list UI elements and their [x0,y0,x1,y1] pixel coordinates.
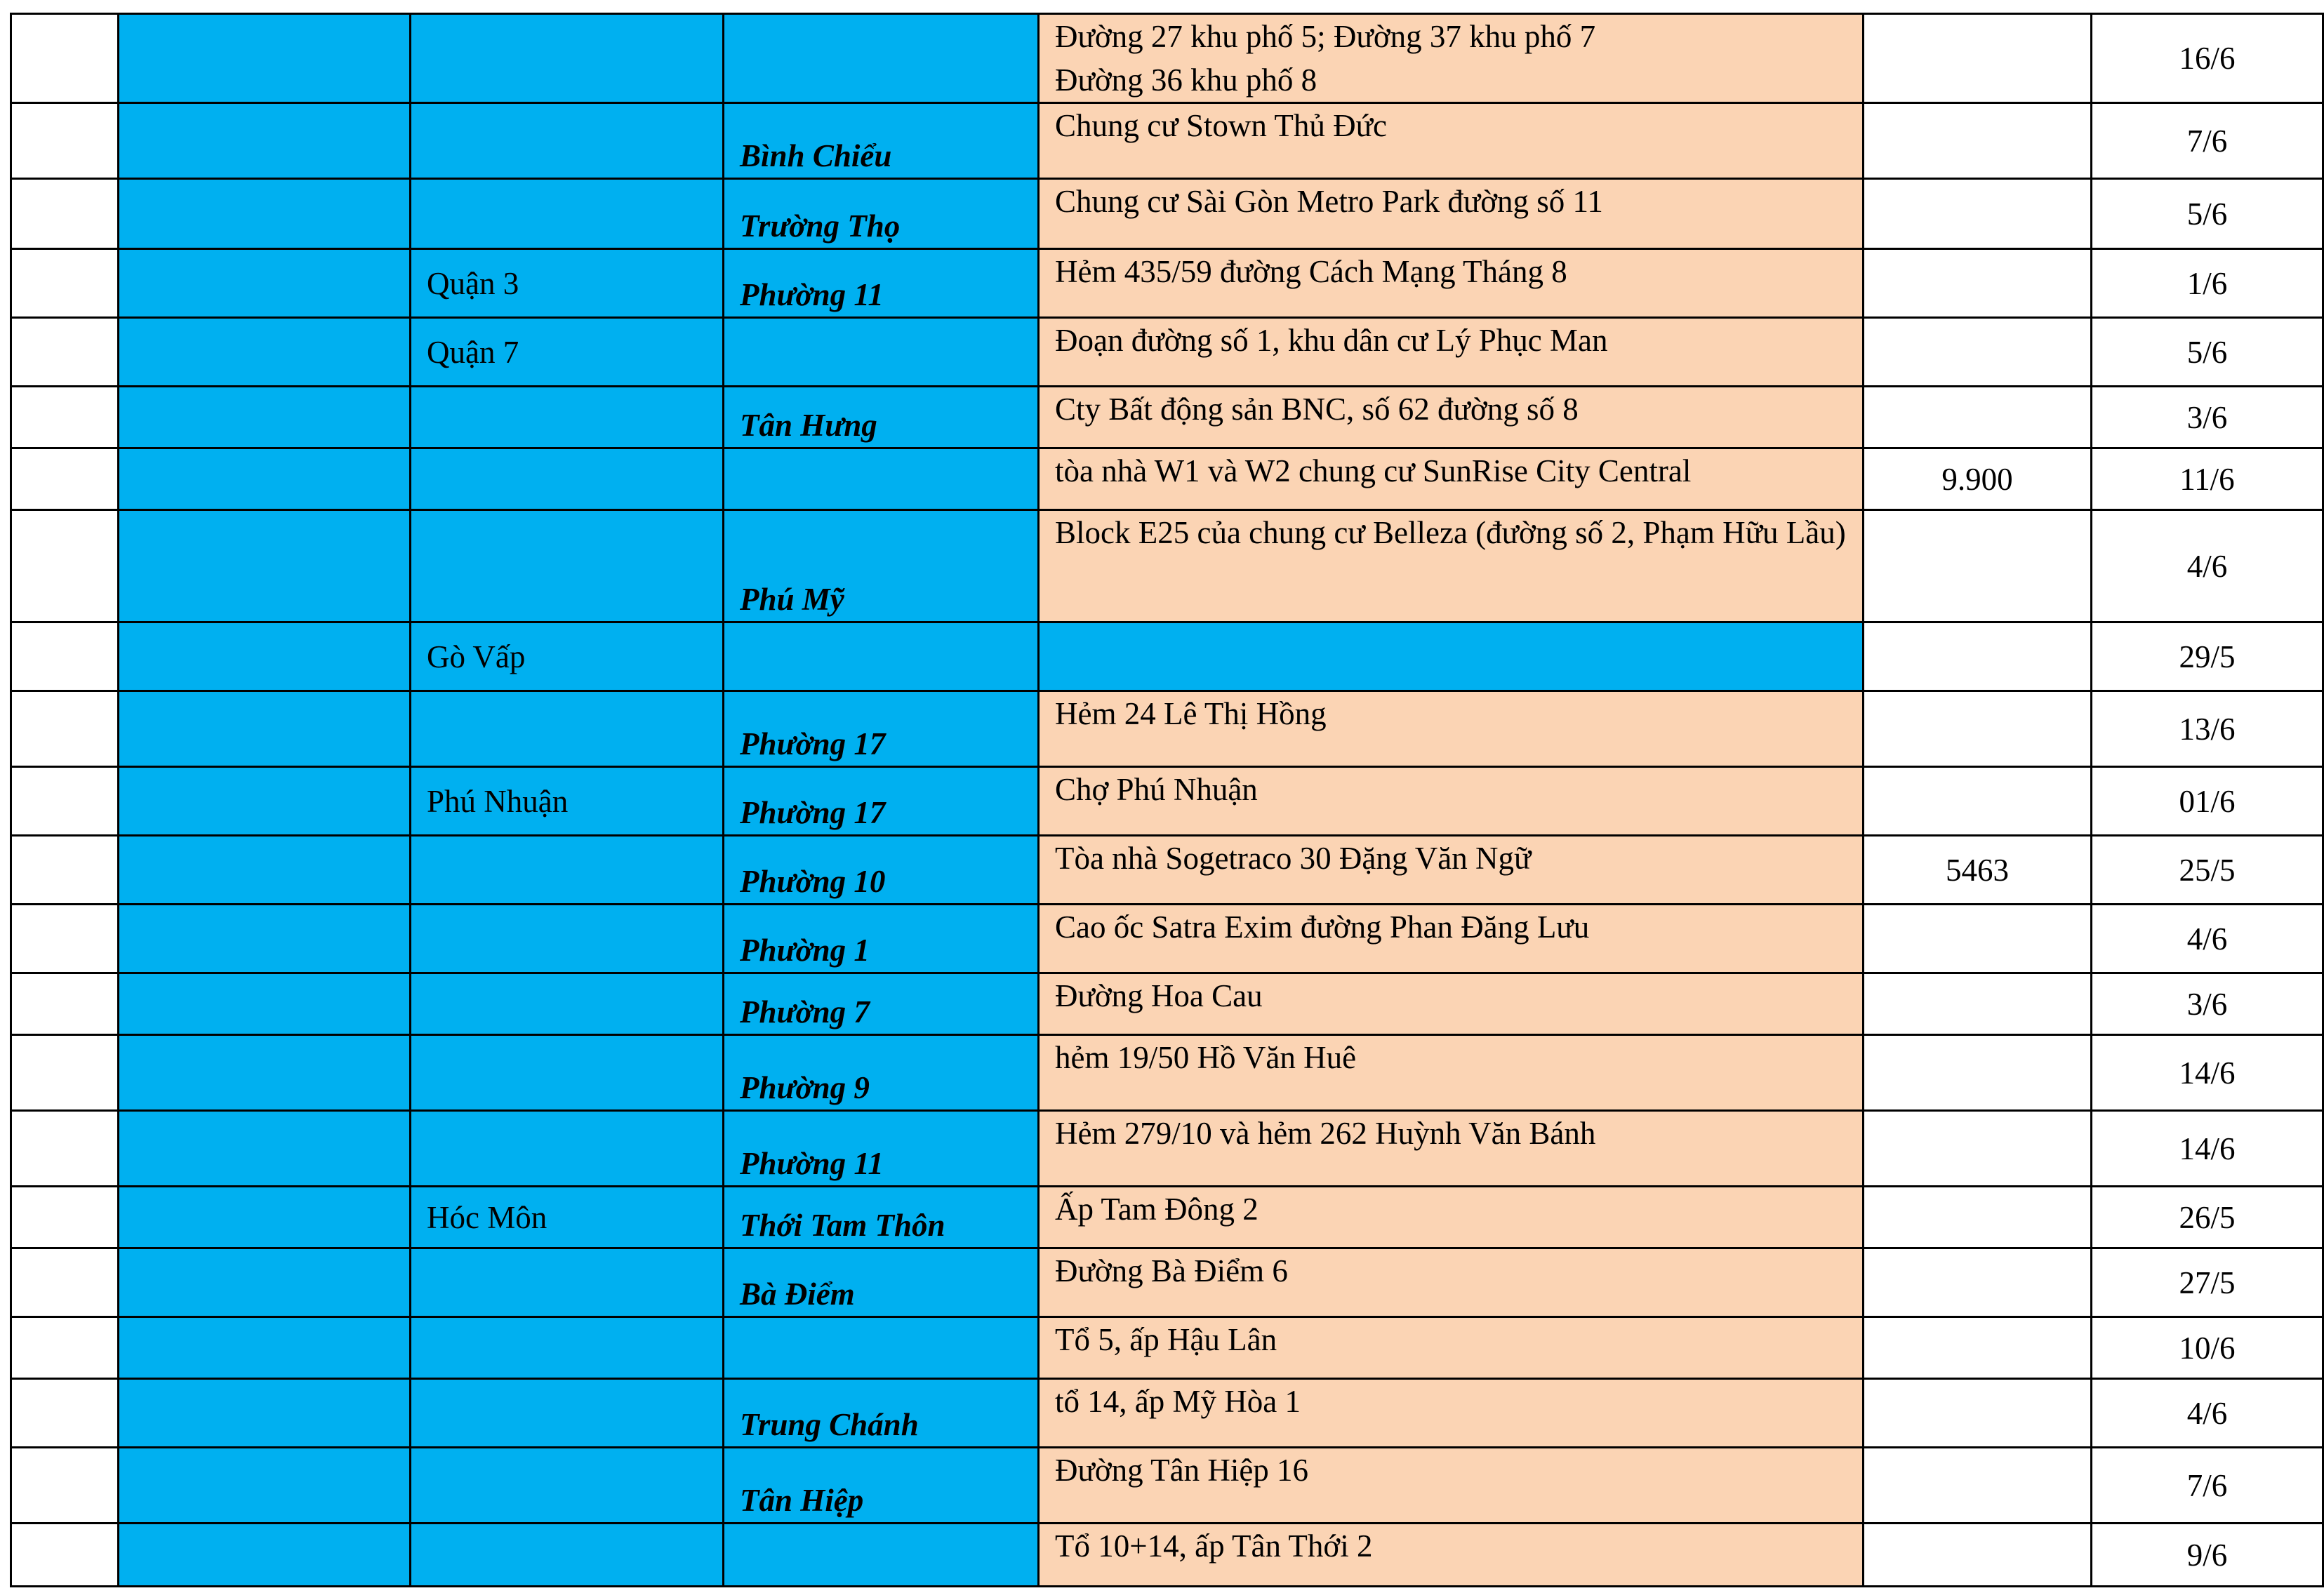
index-cell [11,1035,119,1111]
table-row [11,249,2323,318]
case-count-cell [1864,318,2092,387]
date-cell: 01/6 [2092,767,2323,836]
date-cell: 13/6 [2092,691,2323,767]
district-cell [411,1317,724,1379]
ward-cell: Tân Hưng [724,387,1039,448]
case-count-cell [1864,1317,2092,1379]
district-cell [411,103,724,179]
group-cell [119,767,411,836]
table-row [11,1317,2323,1379]
district-cell [411,387,724,448]
group-cell [119,1111,411,1187]
ward-cell [724,622,1039,691]
location-cell: Tổ 5, ấp Hậu Lân [1039,1317,1864,1379]
table-row [11,510,2323,622]
group-cell [119,1248,411,1317]
group-cell [119,387,411,448]
index-cell [11,103,119,179]
district-cell [411,973,724,1035]
date-cell: 3/6 [2092,973,2323,1035]
date-cell: 14/6 [2092,1111,2323,1187]
group-cell [119,836,411,905]
ward-cell: Phường 11 [724,1111,1039,1187]
ward-cell: Phường 9 [724,1035,1039,1111]
table-row [11,1248,2323,1317]
date-cell: 9/6 [2092,1524,2323,1587]
index-cell [11,387,119,448]
case-count-cell [1864,1035,2092,1111]
district-cell [411,1035,724,1111]
location-cell: Đường Tân Hiệp 16 [1039,1448,1864,1524]
location-cell: Đường 27 khu phố 5; Đường 37 khu phố 7 Đường 36 khu phố 8 [1039,14,1864,103]
ward-cell: Trường Thọ [724,179,1039,249]
district-cell: Quận 7 [411,318,724,387]
location-cell: Ấp Tam Đông 2 [1039,1187,1864,1248]
district-cell [411,448,724,510]
group-cell [119,448,411,510]
date-cell: 7/6 [2092,1448,2323,1524]
date-cell: 25/5 [2092,836,2323,905]
group-cell [119,179,411,249]
table-row [11,1379,2323,1448]
group-cell [119,1187,411,1248]
index-cell [11,448,119,510]
group-cell [119,1035,411,1111]
ward-cell: Phường 7 [724,973,1039,1035]
ward-cell: Phú Mỹ [724,510,1039,622]
location-cell: Hẻm 435/59 đường Cách Mạng Tháng 8 [1039,249,1864,318]
group-cell [119,318,411,387]
ward-cell: Phường 17 [724,767,1039,836]
district-cell [411,510,724,622]
group-cell [119,1317,411,1379]
table-row [11,387,2323,448]
table-row [11,691,2323,767]
table-row [11,1111,2323,1187]
group-cell [119,622,411,691]
date-cell: 10/6 [2092,1317,2323,1379]
index-cell [11,1524,119,1587]
case-count-cell [1864,1111,2092,1187]
ward-cell [724,14,1039,103]
case-count-cell [1864,1448,2092,1524]
case-count-cell [1864,510,2092,622]
case-count-cell [1864,249,2092,318]
index-cell [11,1448,119,1524]
case-count-cell [1864,1187,2092,1248]
location-cell: hẻm 19/50 Hồ Văn Huê [1039,1035,1864,1111]
ward-cell [724,318,1039,387]
index-cell [11,691,119,767]
case-count-cell [1864,1379,2092,1448]
district-cell: Quận 3 [411,249,724,318]
index-cell [11,767,119,836]
ward-cell [724,448,1039,510]
group-cell [119,905,411,973]
group-cell [119,1524,411,1587]
case-count-cell [1864,905,2092,973]
location-cell: tòa nhà W1 và W2 chung cư SunRise City Central [1039,448,1864,510]
district-cell [411,1448,724,1524]
date-cell: 7/6 [2092,103,2323,179]
district-cell [411,1524,724,1587]
location-cell: Đường Hoa Cau [1039,973,1864,1035]
table-row [11,14,2323,103]
case-count-cell [1864,179,2092,249]
location-cell: Đoạn đường số 1, khu dân cư Lý Phục Man [1039,318,1864,387]
table-row [11,1187,2323,1248]
table-row [11,1524,2323,1587]
table-row [11,767,2323,836]
date-cell: 5/6 [2092,318,2323,387]
date-cell: 4/6 [2092,510,2323,622]
date-cell: 14/6 [2092,1035,2323,1111]
table-row [11,905,2323,973]
location-cell: Tổ 10+14, ấp Tân Thới 2 [1039,1524,1864,1587]
ward-cell: Phường 11 [724,249,1039,318]
location-cell: Tòa nhà Sogetraco 30 Đặng Văn Ngữ [1039,836,1864,905]
table-row [11,1448,2323,1524]
case-count-cell [1864,973,2092,1035]
table-row [11,179,2323,249]
location-cell: Chợ Phú Nhuận [1039,767,1864,836]
table-row [11,836,2323,905]
table-row [11,973,2323,1035]
district-cell: Gò Vấp [411,622,724,691]
district-cell [411,1248,724,1317]
district-cell [411,1111,724,1187]
location-cell [1039,622,1864,691]
group-cell [119,249,411,318]
ward-cell: Thới Tam Thôn [724,1187,1039,1248]
index-cell [11,1248,119,1317]
group-cell [119,691,411,767]
date-cell: 11/6 [2092,448,2323,510]
index-cell [11,905,119,973]
case-count-cell [1864,1248,2092,1317]
case-count-cell [1864,387,2092,448]
district-cell: Hóc Môn [411,1187,724,1248]
district-cell [411,905,724,973]
date-cell: 4/6 [2092,1379,2323,1448]
location-cell: Hẻm 279/10 và hẻm 262 Huỳnh Văn Bánh [1039,1111,1864,1187]
date-cell: 5/6 [2092,179,2323,249]
location-cell: Block E25 của chung cư Belleza (đường số 2, Phạm Hữu Lầu) [1039,510,1864,622]
group-cell [119,973,411,1035]
index-cell [11,1111,119,1187]
ward-cell [724,1524,1039,1587]
district-cell [411,179,724,249]
location-cell: Hẻm 24 Lê Thị Hồng [1039,691,1864,767]
case-count-cell [1864,103,2092,179]
location-cell: tổ 14, ấp Mỹ Hòa 1 [1039,1379,1864,1448]
ward-cell: Phường 17 [724,691,1039,767]
table-row [11,318,2323,387]
date-cell: 1/6 [2092,249,2323,318]
ward-cell: Phường 1 [724,905,1039,973]
index-cell [11,836,119,905]
group-cell [119,14,411,103]
index-cell [11,1379,119,1448]
case-count-cell [1864,622,2092,691]
index-cell [11,318,119,387]
table-body [11,14,2323,1587]
group-cell [119,1379,411,1448]
index-cell [11,249,119,318]
group-cell [119,1448,411,1524]
index-cell [11,1317,119,1379]
location-cell: Chung cư Sài Gòn Metro Park đường số 11 [1039,179,1864,249]
ward-cell: Bà Điểm [724,1248,1039,1317]
district-cell [411,14,724,103]
date-cell: 4/6 [2092,905,2323,973]
index-cell [11,14,119,103]
case-count-cell [1864,691,2092,767]
ward-cell: Phường 10 [724,836,1039,905]
index-cell [11,1187,119,1248]
index-cell [11,973,119,1035]
location-cell: Cao ốc Satra Exim đường Phan Đăng Lưu [1039,905,1864,973]
date-cell: 26/5 [2092,1187,2323,1248]
location-cell: Cty Bất động sản BNC, số 62 đường số 8 [1039,387,1864,448]
location-cell: Đường Bà Điểm 6 [1039,1248,1864,1317]
table-row [11,1035,2323,1111]
group-cell [119,510,411,622]
district-cell [411,836,724,905]
case-count-cell [1864,14,2092,103]
index-cell [11,622,119,691]
table-row [11,103,2323,179]
date-cell: 16/6 [2092,14,2323,103]
table-row [11,622,2323,691]
ward-cell: Bình Chiểu [724,103,1039,179]
outbreak-locations-table [10,13,2324,1587]
case-count-cell [1864,767,2092,836]
date-cell: 27/5 [2092,1248,2323,1317]
location-cell: Chung cư Stown Thủ Đức [1039,103,1864,179]
case-count-cell: 5463 [1864,836,2092,905]
case-count-cell: 9.900 [1864,448,2092,510]
ward-cell: Tân Hiệp [724,1448,1039,1524]
ward-cell [724,1317,1039,1379]
date-cell: 3/6 [2092,387,2323,448]
date-cell: 29/5 [2092,622,2323,691]
index-cell [11,510,119,622]
index-cell [11,179,119,249]
ward-cell: Trung Chánh [724,1379,1039,1448]
district-cell: Phú Nhuận [411,767,724,836]
district-cell [411,691,724,767]
table-row [11,448,2323,510]
district-cell [411,1379,724,1448]
group-cell [119,103,411,179]
case-count-cell [1864,1524,2092,1587]
